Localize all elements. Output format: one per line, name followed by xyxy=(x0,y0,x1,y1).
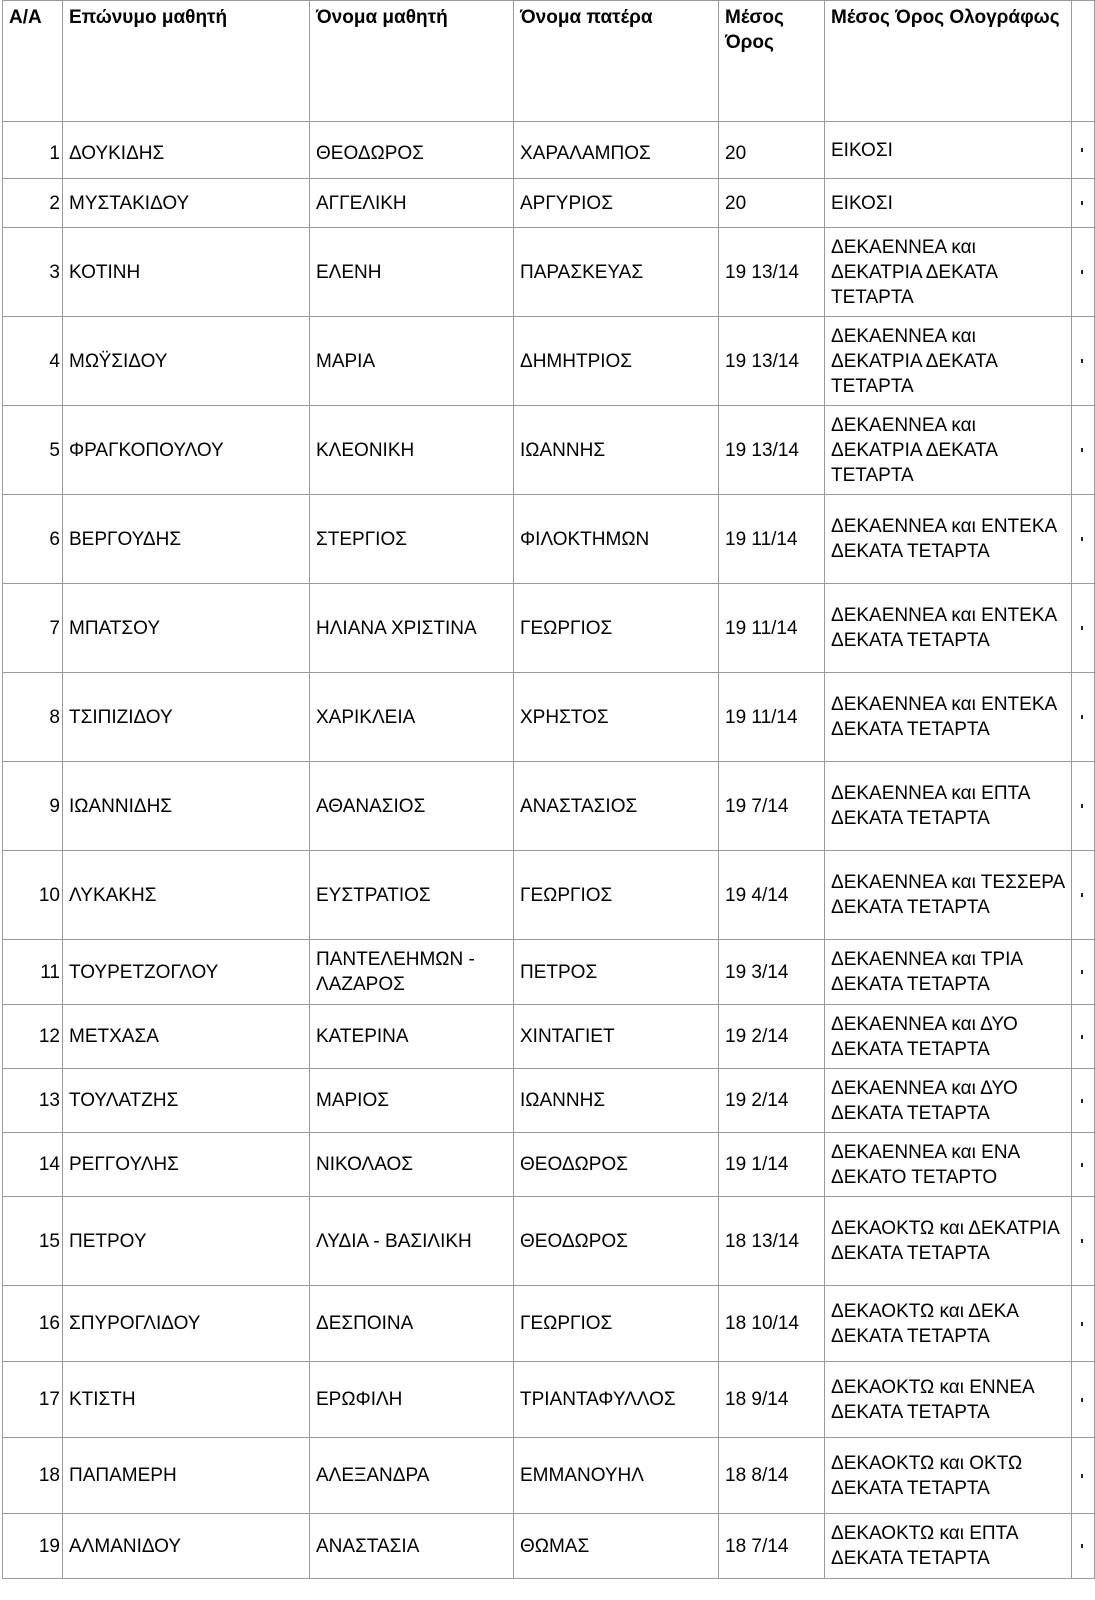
header-aa: Α/Α xyxy=(3,1,63,122)
cell-father: ΧΙΝΤΑΓΙΕΤ xyxy=(514,1005,719,1069)
table-row xyxy=(3,228,1095,317)
cell-average: 19 2/14 xyxy=(719,1005,825,1069)
clipped-text-mark xyxy=(1081,201,1083,205)
table-row xyxy=(3,1197,1095,1286)
cell-name: ΕΥΣΤΡΑΤΙΟΣ xyxy=(310,851,514,940)
table-row xyxy=(3,673,1095,762)
cell-name: ΑΓΓΕΛΙΚΗ xyxy=(310,179,514,228)
clipped-text-mark xyxy=(1081,1398,1083,1402)
cell-surname: ΜΩΫΣΙΔΟΥ xyxy=(63,317,310,406)
cell-father: ΘΕΟΔΩΡΟΣ xyxy=(514,1133,719,1197)
table-row xyxy=(3,1362,1095,1438)
cell-average: 19 11/14 xyxy=(719,673,825,762)
cell-average: 18 10/14 xyxy=(719,1286,825,1362)
cell-average: 19 11/14 xyxy=(719,495,825,584)
cell-extra xyxy=(1072,1438,1095,1514)
cell-average: 19 1/14 xyxy=(719,1133,825,1197)
cell-surname: ΦΡΑΓΚΟΠΟΥΛΟΥ xyxy=(63,406,310,495)
cell-surname: ΚΤΙΣΤΗ xyxy=(63,1362,310,1438)
table-row xyxy=(3,122,1095,179)
cell-father: ΑΝΑΣΤΑΣΙΟΣ xyxy=(514,762,719,851)
clipped-text-mark xyxy=(1081,804,1083,808)
cell-father: ΧΑΡΑΛΑΜΠΟΣ xyxy=(514,122,719,179)
cell-average: 19 4/14 xyxy=(719,851,825,940)
cell-average: 19 11/14 xyxy=(719,584,825,673)
cell-average: 19 13/14 xyxy=(719,228,825,317)
cell-surname: ΠΑΠΑΜΕΡΗ xyxy=(63,1438,310,1514)
cell-name: ΕΛΕΝΗ xyxy=(310,228,514,317)
table-body xyxy=(3,122,1095,1579)
header-row xyxy=(3,1,1095,122)
clipped-text-mark xyxy=(1081,148,1083,152)
cell-name: ΕΡΩΦΙΛΗ xyxy=(310,1362,514,1438)
cell-father: ΙΩΑΝΝΗΣ xyxy=(514,1069,719,1133)
cell-average-words: ΔΕΚΑΟΚΤΩ και ΔΕΚΑΤΡΙΑ ΔΕΚΑΤΑ ΤΕΤΑΡΤΑ xyxy=(825,1197,1072,1286)
cell-surname: ΛΥΚΑΚΗΣ xyxy=(63,851,310,940)
cell-name: ΜΑΡΙΟΣ xyxy=(310,1069,514,1133)
cell-surname: ΒΕΡΓΟΥΔΗΣ xyxy=(63,495,310,584)
table-row xyxy=(3,1069,1095,1133)
grades-table xyxy=(2,0,1095,1579)
clipped-text-mark xyxy=(1081,626,1083,630)
cell-extra xyxy=(1072,495,1095,584)
cell-average: 19 2/14 xyxy=(719,1069,825,1133)
cell-name: ΗΛΙΑΝΑ ΧΡΙΣΤΙΝΑ xyxy=(310,584,514,673)
table-row xyxy=(3,1514,1095,1579)
cell-extra xyxy=(1072,317,1095,406)
clipped-text-mark xyxy=(1081,1544,1083,1548)
cell-surname: ΜΠΑΤΣΟΥ xyxy=(63,584,310,673)
table-row xyxy=(3,940,1095,1005)
cell-aa: 14 xyxy=(3,1133,63,1197)
cell-extra xyxy=(1072,584,1095,673)
cell-surname: ΜΥΣΤΑΚΙΔΟΥ xyxy=(63,179,310,228)
cell-extra xyxy=(1072,1362,1095,1438)
cell-extra xyxy=(1072,1133,1095,1197)
cell-surname: ΣΠΥΡΟΓΛΙΔΟΥ xyxy=(63,1286,310,1362)
cell-aa: 9 xyxy=(3,762,63,851)
cell-name: ΝΙΚΟΛΑΟΣ xyxy=(310,1133,514,1197)
header-average-words: Μέσος Όρος Ολογράφως xyxy=(825,1,1072,122)
cell-aa: 7 xyxy=(3,584,63,673)
cell-average-words: ΔΕΚΑΕΝΝΕΑ και ΔΕΚΑΤΡΙΑ ΔΕΚΑΤΑ ΤΕΤΑΡΤΑ xyxy=(825,228,1072,317)
cell-name: ΚΑΤΕΡΙΝΑ xyxy=(310,1005,514,1069)
cell-aa: 15 xyxy=(3,1197,63,1286)
cell-extra xyxy=(1072,673,1095,762)
cell-aa: 10 xyxy=(3,851,63,940)
cell-aa: 5 xyxy=(3,406,63,495)
cell-name: ΔΕΣΠΟΙΝΑ xyxy=(310,1286,514,1362)
cell-father: ΑΡΓΥΡΙΟΣ xyxy=(514,179,719,228)
clipped-text-mark xyxy=(1081,448,1083,452)
cell-name: ΛΥΔΙΑ - ΒΑΣΙΛΙΚΗ xyxy=(310,1197,514,1286)
table-row xyxy=(3,1286,1095,1362)
cell-extra xyxy=(1072,228,1095,317)
cell-average: 18 7/14 xyxy=(719,1514,825,1579)
header-extra-column xyxy=(1072,1,1095,122)
cell-average-words: ΔΕΚΑΕΝΝΕΑ και ΔΥΟ ΔΕΚΑΤΑ ΤΕΤΑΡΤΑ xyxy=(825,1069,1072,1133)
table-row xyxy=(3,179,1095,228)
cell-name: ΑΝΑΣΤΑΣΙΑ xyxy=(310,1514,514,1579)
cell-surname: ΚΟΤΙΝΗ xyxy=(63,228,310,317)
cell-average: 19 7/14 xyxy=(719,762,825,851)
cell-surname: ΤΟΥΛΑΤΖΗΣ xyxy=(63,1069,310,1133)
cell-aa: 13 xyxy=(3,1069,63,1133)
cell-average: 20 xyxy=(719,122,825,179)
cell-aa: 2 xyxy=(3,179,63,228)
cell-average: 19 13/14 xyxy=(719,317,825,406)
table-row xyxy=(3,495,1095,584)
table-row xyxy=(3,317,1095,406)
clipped-text-mark xyxy=(1081,970,1083,974)
clipped-text-mark xyxy=(1081,1035,1083,1039)
cell-name: ΑΛΕΞΑΝΔΡΑ xyxy=(310,1438,514,1514)
cell-average: 18 9/14 xyxy=(719,1362,825,1438)
cell-aa: 8 xyxy=(3,673,63,762)
cell-father: ΓΕΩΡΓΙΟΣ xyxy=(514,584,719,673)
cell-extra xyxy=(1072,1197,1095,1286)
clipped-text-mark xyxy=(1081,1239,1083,1243)
cell-aa: 4 xyxy=(3,317,63,406)
cell-surname: ΔΟΥΚΙΔΗΣ xyxy=(63,122,310,179)
cell-average-words: ΔΕΚΑΟΚΤΩ και ΕΝΝΕΑ ΔΕΚΑΤΑ ΤΕΤΑΡΤΑ xyxy=(825,1362,1072,1438)
cell-average-words: ΔΕΚΑΟΚΤΩ και ΔΕΚΑ ΔΕΚΑΤΑ ΤΕΤΑΡΤΑ xyxy=(825,1286,1072,1362)
table-row xyxy=(3,1005,1095,1069)
clipped-text-mark xyxy=(1081,1474,1083,1478)
cell-aa: 19 xyxy=(3,1514,63,1579)
cell-average-words: ΔΕΚΑΕΝΝΕΑ και ΤΡΙΑ ΔΕΚΑΤΑ ΤΕΤΑΡΤΑ xyxy=(825,940,1072,1005)
cell-surname: ΙΩΑΝΝΙΔΗΣ xyxy=(63,762,310,851)
cell-name: ΧΑΡΙΚΛΕΙΑ xyxy=(310,673,514,762)
cell-father: ΠΑΡΑΣΚΕΥΑΣ xyxy=(514,228,719,317)
cell-aa: 6 xyxy=(3,495,63,584)
cell-name: ΑΘΑΝΑΣΙΟΣ xyxy=(310,762,514,851)
header-father: Όνομα πατέρα xyxy=(514,1,719,122)
clipped-text-mark xyxy=(1081,537,1083,541)
cell-extra xyxy=(1072,1286,1095,1362)
cell-father: ΧΡΗΣΤΟΣ xyxy=(514,673,719,762)
clipped-text-mark xyxy=(1081,1099,1083,1103)
cell-average-words: ΔΕΚΑΟΚΤΩ και ΟΚΤΩ ΔΕΚΑΤΑ ΤΕΤΑΡΤΑ xyxy=(825,1438,1072,1514)
cell-father: ΘΩΜΑΣ xyxy=(514,1514,719,1579)
cell-extra xyxy=(1072,1005,1095,1069)
cell-aa: 12 xyxy=(3,1005,63,1069)
cell-father: ΠΕΤΡΟΣ xyxy=(514,940,719,1005)
cell-average-words: ΔΕΚΑΕΝΝΕΑ και ΔΥΟ ΔΕΚΑΤΑ ΤΕΤΑΡΤΑ xyxy=(825,1005,1072,1069)
cell-extra xyxy=(1072,1514,1095,1579)
cell-aa: 18 xyxy=(3,1438,63,1514)
header-name: Όνομα μαθητή xyxy=(310,1,514,122)
cell-name: ΘΕΟΔΩΡΟΣ xyxy=(310,122,514,179)
cell-name: ΠΑΝΤΕΛΕΗΜΩΝ - ΛΑΖΑΡΟΣ xyxy=(310,940,514,1005)
cell-average: 19 13/14 xyxy=(719,406,825,495)
cell-average: 18 8/14 xyxy=(719,1438,825,1514)
cell-father: ΓΕΩΡΓΙΟΣ xyxy=(514,1286,719,1362)
cell-average-words: ΔΕΚΑΕΝΝΕΑ και ΕΝΤΕΚΑ ΔΕΚΑΤΑ ΤΕΤΑΡΤΑ xyxy=(825,584,1072,673)
cell-aa: 3 xyxy=(3,228,63,317)
header-average: Μέσος Όρος xyxy=(719,1,825,122)
cell-average-words: ΔΕΚΑΕΝΝΕΑ και ΤΕΣΣΕΡΑ ΔΕΚΑΤΑ ΤΕΤΑΡΤΑ xyxy=(825,851,1072,940)
cell-average: 20 xyxy=(719,179,825,228)
cell-name: ΜΑΡΙΑ xyxy=(310,317,514,406)
cell-aa: 16 xyxy=(3,1286,63,1362)
cell-surname: ΜΕΤΧΑΣΑ xyxy=(63,1005,310,1069)
cell-average-words: ΔΕΚΑΕΝΝΕΑ και ΔΕΚΑΤΡΙΑ ΔΕΚΑΤΑ ΤΕΤΑΡΤΑ xyxy=(825,317,1072,406)
cell-name: ΣΤΕΡΓΙΟΣ xyxy=(310,495,514,584)
cell-father: ΙΩΑΝΝΗΣ xyxy=(514,406,719,495)
cell-average-words: ΕΙΚΟΣΙ xyxy=(825,122,1072,179)
cell-average-words: ΔΕΚΑΕΝΝΕΑ και ΕΝΤΕΚΑ ΔΕΚΑΤΑ ΤΕΤΑΡΤΑ xyxy=(825,495,1072,584)
table-row xyxy=(3,851,1095,940)
cell-extra xyxy=(1072,179,1095,228)
cell-extra xyxy=(1072,406,1095,495)
table-row xyxy=(3,406,1095,495)
cell-extra xyxy=(1072,851,1095,940)
clipped-text-mark xyxy=(1081,715,1083,719)
cell-father: ΤΡΙΑΝΤΑΦΥΛΛΟΣ xyxy=(514,1362,719,1438)
cell-surname: ΤΣΙΠΙΖΙΔΟΥ xyxy=(63,673,310,762)
cell-father: ΓΕΩΡΓΙΟΣ xyxy=(514,851,719,940)
cell-father: ΘΕΟΔΩΡΟΣ xyxy=(514,1197,719,1286)
cell-father: ΕΜΜΑΝΟΥΗΛ xyxy=(514,1438,719,1514)
cell-name: ΚΛΕΟΝΙΚΗ xyxy=(310,406,514,495)
cell-aa: 1 xyxy=(3,122,63,179)
cell-average: 18 13/14 xyxy=(719,1197,825,1286)
table-row xyxy=(3,584,1095,673)
cell-surname: ΑΛΜΑΝΙΔΟΥ xyxy=(63,1514,310,1579)
cell-aa: 11 xyxy=(3,940,63,1005)
cell-extra xyxy=(1072,762,1095,851)
cell-surname: ΠΕΤΡΟΥ xyxy=(63,1197,310,1286)
cell-average-words: ΔΕΚΑΕΝΝΕΑ και ΔΕΚΑΤΡΙΑ ΔΕΚΑΤΑ ΤΕΤΑΡΤΑ xyxy=(825,406,1072,495)
table-row xyxy=(3,762,1095,851)
cell-average-words: ΔΕΚΑΕΝΝΕΑ και ΕΠΤΑ ΔΕΚΑΤΑ ΤΕΤΑΡΤΑ xyxy=(825,762,1072,851)
cell-average: 19 3/14 xyxy=(719,940,825,1005)
table-row xyxy=(3,1438,1095,1514)
cell-surname: ΤΟΥΡΕΤΖΟΓΛΟΥ xyxy=(63,940,310,1005)
cell-father: ΦΙΛΟΚΤΗΜΩΝ xyxy=(514,495,719,584)
cell-father: ΔΗΜΗΤΡΙΟΣ xyxy=(514,317,719,406)
clipped-text-mark xyxy=(1081,270,1083,274)
cell-aa: 17 xyxy=(3,1362,63,1438)
clipped-text-mark xyxy=(1081,1322,1083,1326)
cell-average-words: ΔΕΚΑΕΝΝΕΑ και ΕΝΤΕΚΑ ΔΕΚΑΤΑ ΤΕΤΑΡΤΑ xyxy=(825,673,1072,762)
cell-surname: ΡΕΓΓΟΥΛΗΣ xyxy=(63,1133,310,1197)
cell-extra xyxy=(1072,940,1095,1005)
clipped-text-mark xyxy=(1081,359,1083,363)
cell-average-words: ΕΙΚΟΣΙ xyxy=(825,179,1072,228)
cell-extra xyxy=(1072,122,1095,179)
header-surname: Επώνυμο μαθητή xyxy=(63,1,310,122)
table-row xyxy=(3,1133,1095,1197)
cell-average-words: ΔΕΚΑΕΝΝΕΑ και ΕΝΑ ΔΕΚΑΤΟ ΤΕΤΑΡΤΟ xyxy=(825,1133,1072,1197)
cell-extra xyxy=(1072,1069,1095,1133)
clipped-text-mark xyxy=(1081,893,1083,897)
cell-average-words: ΔΕΚΑΟΚΤΩ και ΕΠΤΑ ΔΕΚΑΤΑ ΤΕΤΑΡΤΑ xyxy=(825,1514,1072,1579)
clipped-text-mark xyxy=(1081,1163,1083,1167)
